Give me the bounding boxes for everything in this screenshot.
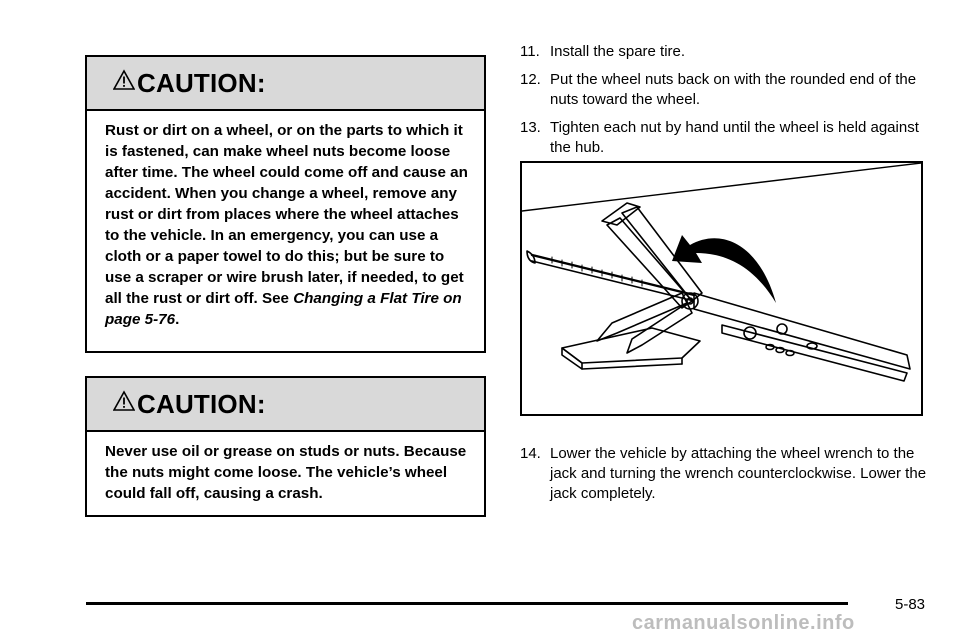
caution-body: Rust or dirt on a wheel, or on the parts to which it is fastened, can make wheel nuts become loose after time. The wheel could come off and cause an accident. When you change a wheel, remove any rust or dirt from places where the wheel attaches to the vehicle. In an emergency, you can use a cloth or a paper towel to do this; but be sure to use a scraper or wire brush later, if needed, to get all the rust or dirt off. See [105, 122, 468, 307]
caution-body: Never use oil or grease on studs or nuts. Because the nuts might come loose. The vehicle’s wheel could fall off, causing a crash. [105, 443, 467, 502]
step-item [520, 70, 930, 110]
step-item [520, 118, 930, 158]
caution-box-rust [85, 55, 486, 353]
step-number: 12. [520, 71, 541, 88]
page-number: 5-83 [895, 596, 926, 613]
step-number: 11. [520, 43, 540, 60]
caution-box-oil [85, 376, 486, 517]
step-number: 14. [520, 445, 541, 462]
step-text: Put the wheel nuts back on with the rounded end of the nuts toward the wheel. [550, 71, 917, 108]
step-text: Lower the vehicle by attaching the wheel wrench to the jack and turning the wrench counterclockwise. Lower the jack completely. [550, 445, 927, 502]
step-number: 13. [520, 119, 541, 136]
caution-title: CAUTION: [137, 388, 266, 419]
warning-triangle-icon [113, 69, 135, 91]
watermark: carmanualsonline.info [632, 612, 855, 634]
step-text: Install the spare tire. [550, 43, 686, 60]
caution-text [87, 111, 484, 344]
step-item [520, 42, 930, 62]
jack-illustration [520, 161, 923, 416]
scissor-jack-wrench-icon [522, 163, 921, 414]
caution-header [87, 57, 484, 111]
cross-reference-link[interactable]: Changing a Flat Tire on page 5-76 [105, 290, 462, 328]
footer-rule [86, 602, 848, 605]
steps-list-bottom [520, 444, 930, 512]
warning-triangle-icon [113, 390, 135, 412]
step-item [520, 444, 930, 504]
caution-end: . [175, 311, 180, 328]
caution-header [87, 378, 484, 432]
step-text: Tighten each nut by hand until the wheel is held against the hub. [550, 119, 919, 156]
caution-text [87, 432, 484, 518]
caution-title: CAUTION: [137, 67, 266, 98]
steps-list-top [520, 42, 930, 166]
